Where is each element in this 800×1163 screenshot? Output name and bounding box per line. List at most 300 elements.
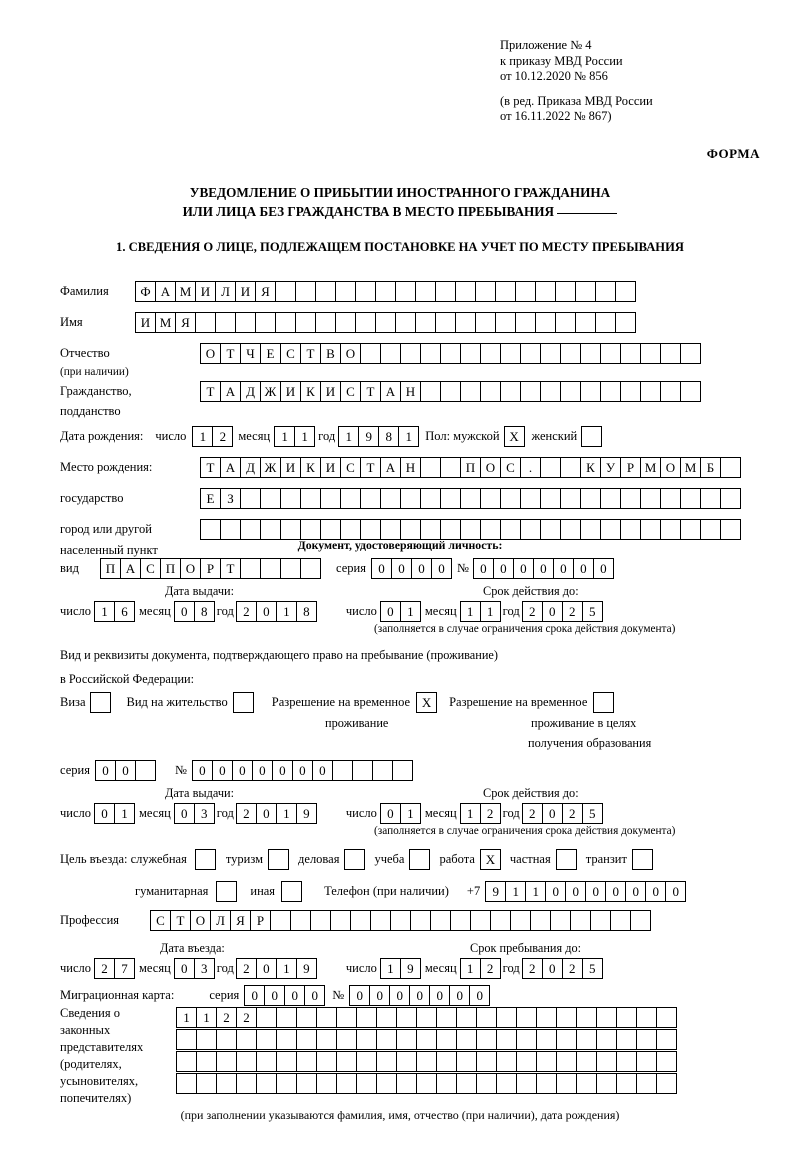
form-cell[interactable] bbox=[376, 1051, 397, 1072]
form-cell[interactable] bbox=[470, 910, 491, 931]
form-cell[interactable] bbox=[320, 519, 341, 540]
form-cell[interactable] bbox=[620, 343, 641, 364]
form-cell[interactable]: 1 bbox=[176, 1007, 197, 1028]
form-cell[interactable]: Т bbox=[360, 457, 381, 478]
form-cell[interactable] bbox=[455, 281, 476, 302]
form-cell[interactable] bbox=[476, 1029, 497, 1050]
form-cell[interactable]: С bbox=[140, 558, 161, 579]
migration-series-input[interactable] bbox=[244, 985, 324, 1006]
form-cell[interactable] bbox=[370, 910, 391, 931]
form-cell[interactable] bbox=[420, 457, 441, 478]
form-cell[interactable]: К bbox=[300, 457, 321, 478]
purpose-study-checkbox[interactable] bbox=[409, 849, 430, 870]
form-cell[interactable]: 1 bbox=[196, 1007, 217, 1028]
form-cell[interactable] bbox=[560, 488, 581, 509]
form-cell[interactable]: Р bbox=[200, 558, 221, 579]
form-cell[interactable]: К bbox=[300, 381, 321, 402]
doc-issue-day-input[interactable] bbox=[94, 601, 134, 622]
form-cell[interactable]: 0 bbox=[371, 558, 392, 579]
form-cell[interactable]: 2 bbox=[212, 426, 233, 447]
form-cell[interactable] bbox=[256, 1073, 277, 1094]
form-cell[interactable]: Т bbox=[200, 381, 221, 402]
form-cell[interactable] bbox=[490, 910, 511, 931]
form-cell[interactable] bbox=[316, 1029, 337, 1050]
form-cell[interactable] bbox=[415, 312, 436, 333]
form-cell[interactable] bbox=[600, 381, 621, 402]
form-cell[interactable] bbox=[216, 1073, 237, 1094]
form-cell[interactable] bbox=[276, 1051, 297, 1072]
sex-male-checkbox[interactable]: Х bbox=[504, 426, 525, 447]
form-cell[interactable]: 0 bbox=[391, 558, 412, 579]
form-cell[interactable]: С bbox=[150, 910, 171, 931]
form-cell[interactable]: 0 bbox=[542, 601, 563, 622]
form-cell[interactable] bbox=[420, 381, 441, 402]
form-cell[interactable]: Ф bbox=[135, 281, 156, 302]
form-cell[interactable]: А bbox=[120, 558, 141, 579]
form-cell[interactable]: 2 bbox=[522, 958, 543, 979]
form-cell[interactable] bbox=[580, 519, 601, 540]
form-cell[interactable]: Т bbox=[360, 381, 381, 402]
form-cell[interactable] bbox=[236, 1073, 257, 1094]
form-cell[interactable] bbox=[580, 381, 601, 402]
form-cell[interactable]: С bbox=[340, 381, 361, 402]
form-cell[interactable]: Т bbox=[220, 558, 241, 579]
form-cell[interactable] bbox=[332, 760, 353, 781]
form-cell[interactable] bbox=[340, 488, 361, 509]
form-cell[interactable] bbox=[440, 519, 461, 540]
form-cell[interactable] bbox=[355, 281, 376, 302]
form-cell[interactable] bbox=[520, 519, 541, 540]
form-cell[interactable] bbox=[420, 343, 441, 364]
form-cell[interactable] bbox=[456, 1073, 477, 1094]
form-cell[interactable] bbox=[396, 1073, 417, 1094]
migration-number-input[interactable] bbox=[349, 985, 489, 1006]
form-cell[interactable] bbox=[656, 1051, 677, 1072]
form-cell[interactable] bbox=[536, 1007, 557, 1028]
form-cell[interactable] bbox=[300, 488, 321, 509]
form-cell[interactable]: Е bbox=[200, 488, 221, 509]
form-cell[interactable]: 9 bbox=[296, 803, 317, 824]
form-cell[interactable] bbox=[656, 1029, 677, 1050]
form-cell[interactable] bbox=[316, 1007, 337, 1028]
purpose-humanitarian-checkbox[interactable] bbox=[216, 881, 237, 902]
form-cell[interactable]: 0 bbox=[174, 601, 195, 622]
form-cell[interactable] bbox=[640, 519, 661, 540]
form-cell[interactable] bbox=[256, 1007, 277, 1028]
form-cell[interactable] bbox=[660, 519, 681, 540]
form-cell[interactable] bbox=[636, 1029, 657, 1050]
form-cell[interactable] bbox=[536, 1073, 557, 1094]
purpose-other-checkbox[interactable] bbox=[281, 881, 302, 902]
form-cell[interactable]: К bbox=[580, 457, 601, 478]
form-cell[interactable]: 1 bbox=[460, 601, 481, 622]
form-cell[interactable]: 1 bbox=[276, 601, 297, 622]
form-cell[interactable] bbox=[720, 457, 741, 478]
form-cell[interactable] bbox=[336, 1051, 357, 1072]
form-cell[interactable]: 0 bbox=[411, 558, 432, 579]
form-cell[interactable] bbox=[660, 488, 681, 509]
form-cell[interactable]: Б bbox=[700, 457, 721, 478]
form-cell[interactable] bbox=[416, 1007, 437, 1028]
form-cell[interactable]: 2 bbox=[236, 1007, 257, 1028]
form-cell[interactable]: Д bbox=[240, 381, 261, 402]
form-cell[interactable] bbox=[640, 381, 661, 402]
form-cell[interactable] bbox=[615, 281, 636, 302]
legal-rep-input-1[interactable] bbox=[176, 1007, 676, 1028]
residence-permit-checkbox[interactable] bbox=[233, 692, 254, 713]
form-cell[interactable] bbox=[540, 381, 561, 402]
form-cell[interactable] bbox=[400, 343, 421, 364]
form-cell[interactable] bbox=[360, 519, 381, 540]
form-cell[interactable]: 2 bbox=[562, 803, 583, 824]
stay-day-input[interactable] bbox=[380, 958, 420, 979]
form-cell[interactable]: 2 bbox=[522, 803, 543, 824]
form-cell[interactable] bbox=[430, 910, 451, 931]
form-cell[interactable] bbox=[395, 281, 416, 302]
form-cell[interactable] bbox=[600, 343, 621, 364]
form-cell[interactable] bbox=[680, 519, 701, 540]
form-cell[interactable] bbox=[596, 1007, 617, 1028]
form-cell[interactable]: В bbox=[320, 343, 341, 364]
legal-rep-input-3[interactable] bbox=[176, 1051, 676, 1072]
form-cell[interactable]: 1 bbox=[94, 601, 115, 622]
form-cell[interactable]: П bbox=[460, 457, 481, 478]
form-cell[interactable]: Ч bbox=[240, 343, 261, 364]
form-cell[interactable] bbox=[500, 381, 521, 402]
form-cell[interactable]: 0 bbox=[304, 985, 325, 1006]
form-cell[interactable] bbox=[475, 281, 496, 302]
form-cell[interactable]: М bbox=[680, 457, 701, 478]
form-cell[interactable] bbox=[556, 1073, 577, 1094]
form-cell[interactable]: 5 bbox=[582, 958, 603, 979]
form-cell[interactable] bbox=[255, 312, 276, 333]
form-cell[interactable] bbox=[595, 312, 616, 333]
form-cell[interactable] bbox=[535, 281, 556, 302]
form-cell[interactable] bbox=[340, 519, 361, 540]
form-cell[interactable] bbox=[276, 1073, 297, 1094]
form-cell[interactable]: Н bbox=[400, 457, 421, 478]
form-cell[interactable]: 0 bbox=[369, 985, 390, 1006]
form-cell[interactable] bbox=[376, 1029, 397, 1050]
form-cell[interactable]: 9 bbox=[485, 881, 506, 902]
form-cell[interactable] bbox=[280, 519, 301, 540]
doc-type-input[interactable] bbox=[100, 558, 320, 579]
entry-month-input[interactable] bbox=[174, 958, 214, 979]
form-cell[interactable]: 2 bbox=[236, 601, 257, 622]
form-cell[interactable]: 2 bbox=[94, 958, 115, 979]
birth-month-input[interactable] bbox=[274, 426, 314, 447]
form-cell[interactable] bbox=[260, 519, 281, 540]
permit-valid-year-input[interactable] bbox=[522, 803, 602, 824]
form-cell[interactable]: У bbox=[600, 457, 621, 478]
form-cell[interactable] bbox=[416, 1029, 437, 1050]
form-cell[interactable] bbox=[176, 1073, 197, 1094]
form-cell[interactable] bbox=[560, 519, 581, 540]
form-cell[interactable]: 0 bbox=[94, 803, 115, 824]
form-cell[interactable]: 0 bbox=[573, 558, 594, 579]
form-cell[interactable]: 0 bbox=[605, 881, 626, 902]
form-cell[interactable] bbox=[335, 312, 356, 333]
permit-series-input[interactable] bbox=[95, 760, 155, 781]
doc-valid-year-input[interactable] bbox=[522, 601, 602, 622]
form-cell[interactable] bbox=[596, 1029, 617, 1050]
form-cell[interactable]: О bbox=[190, 910, 211, 931]
form-cell[interactable]: 0 bbox=[513, 558, 534, 579]
form-cell[interactable]: 0 bbox=[593, 558, 614, 579]
form-cell[interactable]: 1 bbox=[400, 803, 421, 824]
form-cell[interactable] bbox=[520, 381, 541, 402]
form-cell[interactable] bbox=[456, 1029, 477, 1050]
form-cell[interactable] bbox=[276, 1029, 297, 1050]
form-cell[interactable] bbox=[576, 1007, 597, 1028]
birthplace-city-input[interactable] bbox=[200, 488, 740, 509]
form-cell[interactable]: 0 bbox=[533, 558, 554, 579]
form-cell[interactable] bbox=[236, 1051, 257, 1072]
form-cell[interactable] bbox=[570, 910, 591, 931]
form-cell[interactable] bbox=[296, 1029, 317, 1050]
form-cell[interactable] bbox=[720, 519, 741, 540]
form-cell[interactable] bbox=[360, 343, 381, 364]
form-cell[interactable] bbox=[236, 1029, 257, 1050]
form-cell[interactable]: Р bbox=[620, 457, 641, 478]
form-cell[interactable] bbox=[636, 1051, 657, 1072]
form-cell[interactable]: 0 bbox=[256, 803, 277, 824]
form-cell[interactable]: 2 bbox=[236, 803, 257, 824]
form-cell[interactable]: 1 bbox=[460, 803, 481, 824]
form-cell[interactable] bbox=[196, 1051, 217, 1072]
purpose-work-checkbox[interactable]: Х bbox=[480, 849, 501, 870]
form-cell[interactable] bbox=[296, 1073, 317, 1094]
form-cell[interactable] bbox=[240, 519, 261, 540]
form-cell[interactable] bbox=[420, 519, 441, 540]
form-cell[interactable] bbox=[396, 1029, 417, 1050]
form-cell[interactable] bbox=[276, 1007, 297, 1028]
doc-issue-month-input[interactable] bbox=[174, 601, 214, 622]
form-cell[interactable]: Ж bbox=[260, 381, 281, 402]
form-cell[interactable] bbox=[216, 1029, 237, 1050]
form-cell[interactable] bbox=[480, 343, 501, 364]
form-cell[interactable] bbox=[560, 343, 581, 364]
form-cell[interactable]: Т bbox=[200, 457, 221, 478]
form-cell[interactable] bbox=[580, 343, 601, 364]
purpose-service-checkbox[interactable] bbox=[195, 849, 216, 870]
form-cell[interactable] bbox=[336, 1029, 357, 1050]
citizenship-input[interactable] bbox=[200, 381, 700, 402]
form-cell[interactable]: 0 bbox=[292, 760, 313, 781]
form-cell[interactable] bbox=[360, 488, 381, 509]
surname-input[interactable] bbox=[135, 281, 635, 302]
permit-valid-month-input[interactable] bbox=[460, 803, 500, 824]
form-cell[interactable]: Д bbox=[240, 457, 261, 478]
form-cell[interactable]: 7 bbox=[114, 958, 135, 979]
form-cell[interactable]: И bbox=[280, 381, 301, 402]
birth-year-input[interactable] bbox=[338, 426, 418, 447]
form-cell[interactable] bbox=[460, 519, 481, 540]
form-cell[interactable]: З bbox=[220, 488, 241, 509]
form-cell[interactable] bbox=[616, 1073, 637, 1094]
form-cell[interactable] bbox=[495, 312, 516, 333]
legal-rep-input-2[interactable] bbox=[176, 1029, 676, 1050]
form-cell[interactable] bbox=[536, 1029, 557, 1050]
form-cell[interactable] bbox=[440, 488, 461, 509]
form-cell[interactable] bbox=[300, 519, 321, 540]
form-cell[interactable]: 0 bbox=[256, 601, 277, 622]
doc-valid-day-input[interactable] bbox=[380, 601, 420, 622]
form-cell[interactable] bbox=[476, 1007, 497, 1028]
form-cell[interactable]: 0 bbox=[256, 958, 277, 979]
form-cell[interactable] bbox=[395, 312, 416, 333]
form-cell[interactable] bbox=[195, 312, 216, 333]
form-cell[interactable]: А bbox=[155, 281, 176, 302]
form-cell[interactable] bbox=[196, 1073, 217, 1094]
form-cell[interactable] bbox=[660, 343, 681, 364]
form-cell[interactable] bbox=[135, 760, 156, 781]
form-cell[interactable]: 0 bbox=[645, 881, 666, 902]
form-cell[interactable]: И bbox=[195, 281, 216, 302]
form-cell[interactable] bbox=[476, 1073, 497, 1094]
form-cell[interactable] bbox=[240, 558, 261, 579]
form-cell[interactable] bbox=[595, 281, 616, 302]
form-cell[interactable] bbox=[616, 1007, 637, 1028]
form-cell[interactable]: 0 bbox=[192, 760, 213, 781]
form-cell[interactable] bbox=[176, 1029, 197, 1050]
edu-residence-checkbox[interactable] bbox=[593, 692, 614, 713]
form-cell[interactable] bbox=[380, 488, 401, 509]
doc-series-input[interactable] bbox=[371, 558, 451, 579]
form-cell[interactable] bbox=[435, 281, 456, 302]
form-cell[interactable]: 0 bbox=[264, 985, 285, 1006]
form-cell[interactable] bbox=[295, 281, 316, 302]
form-cell[interactable] bbox=[256, 1051, 277, 1072]
form-cell[interactable] bbox=[576, 1029, 597, 1050]
form-cell[interactable] bbox=[240, 488, 261, 509]
form-cell[interactable] bbox=[600, 519, 621, 540]
form-cell[interactable]: 0 bbox=[389, 985, 410, 1006]
form-cell[interactable] bbox=[460, 381, 481, 402]
form-cell[interactable] bbox=[375, 281, 396, 302]
form-cell[interactable]: 1 bbox=[294, 426, 315, 447]
form-cell[interactable]: Т bbox=[170, 910, 191, 931]
form-cell[interactable] bbox=[296, 1051, 317, 1072]
form-cell[interactable]: 9 bbox=[296, 958, 317, 979]
form-cell[interactable] bbox=[556, 1007, 577, 1028]
form-cell[interactable] bbox=[436, 1073, 457, 1094]
form-cell[interactable] bbox=[460, 488, 481, 509]
form-cell[interactable] bbox=[450, 910, 471, 931]
form-cell[interactable] bbox=[275, 312, 296, 333]
form-cell[interactable] bbox=[396, 1007, 417, 1028]
form-cell[interactable] bbox=[555, 312, 576, 333]
temp-residence-checkbox[interactable]: Х bbox=[416, 692, 437, 713]
form-cell[interactable]: 1 bbox=[398, 426, 419, 447]
form-cell[interactable] bbox=[440, 457, 461, 478]
form-cell[interactable] bbox=[420, 488, 441, 509]
form-cell[interactable] bbox=[516, 1007, 537, 1028]
form-cell[interactable] bbox=[496, 1073, 517, 1094]
form-cell[interactable] bbox=[560, 457, 581, 478]
form-cell[interactable] bbox=[680, 381, 701, 402]
form-cell[interactable] bbox=[316, 1073, 337, 1094]
form-cell[interactable]: 1 bbox=[525, 881, 546, 902]
form-cell[interactable] bbox=[392, 760, 413, 781]
form-cell[interactable]: 1 bbox=[380, 958, 401, 979]
permit-valid-day-input[interactable] bbox=[380, 803, 420, 824]
doc-valid-month-input[interactable] bbox=[460, 601, 500, 622]
form-cell[interactable] bbox=[256, 1029, 277, 1050]
form-cell[interactable] bbox=[596, 1051, 617, 1072]
form-cell[interactable] bbox=[400, 488, 421, 509]
form-cell[interactable] bbox=[575, 281, 596, 302]
form-cell[interactable] bbox=[556, 1029, 577, 1050]
form-cell[interactable]: 0 bbox=[174, 803, 195, 824]
form-cell[interactable]: 0 bbox=[493, 558, 514, 579]
birthplace-city-input-2[interactable] bbox=[200, 519, 740, 540]
form-cell[interactable] bbox=[475, 312, 496, 333]
form-cell[interactable]: 3 bbox=[194, 803, 215, 824]
form-cell[interactable]: О bbox=[660, 457, 681, 478]
form-cell[interactable] bbox=[270, 910, 291, 931]
form-cell[interactable] bbox=[500, 488, 521, 509]
form-cell[interactable]: 1 bbox=[505, 881, 526, 902]
name-input[interactable] bbox=[135, 312, 635, 333]
form-cell[interactable]: М bbox=[155, 312, 176, 333]
form-cell[interactable]: 2 bbox=[480, 958, 501, 979]
form-cell[interactable]: А bbox=[220, 457, 241, 478]
form-cell[interactable]: 1 bbox=[276, 803, 297, 824]
form-cell[interactable]: С bbox=[500, 457, 521, 478]
form-cell[interactable] bbox=[520, 343, 541, 364]
form-cell[interactable]: 6 bbox=[114, 601, 135, 622]
form-cell[interactable] bbox=[390, 910, 411, 931]
form-cell[interactable] bbox=[616, 1029, 637, 1050]
form-cell[interactable]: 1 bbox=[114, 803, 135, 824]
form-cell[interactable]: 2 bbox=[562, 958, 583, 979]
form-cell[interactable] bbox=[416, 1051, 437, 1072]
form-cell[interactable] bbox=[316, 1051, 337, 1072]
form-cell[interactable]: О bbox=[480, 457, 501, 478]
form-cell[interactable] bbox=[315, 312, 336, 333]
form-cell[interactable] bbox=[530, 910, 551, 931]
form-cell[interactable]: И bbox=[320, 381, 341, 402]
form-cell[interactable] bbox=[616, 1051, 637, 1072]
form-cell[interactable]: . bbox=[520, 457, 541, 478]
form-cell[interactable] bbox=[600, 488, 621, 509]
form-cell[interactable]: О bbox=[180, 558, 201, 579]
form-cell[interactable] bbox=[615, 312, 636, 333]
form-cell[interactable] bbox=[700, 488, 721, 509]
stay-year-input[interactable] bbox=[522, 958, 602, 979]
form-cell[interactable]: Ж bbox=[260, 457, 281, 478]
form-cell[interactable] bbox=[330, 910, 351, 931]
purpose-tourism-checkbox[interactable] bbox=[268, 849, 289, 870]
form-cell[interactable]: И bbox=[235, 281, 256, 302]
form-cell[interactable]: 0 bbox=[212, 760, 233, 781]
form-cell[interactable] bbox=[620, 488, 641, 509]
form-cell[interactable]: 0 bbox=[409, 985, 430, 1006]
form-cell[interactable] bbox=[356, 1029, 377, 1050]
form-cell[interactable] bbox=[280, 488, 301, 509]
form-cell[interactable] bbox=[496, 1051, 517, 1072]
form-cell[interactable]: 0 bbox=[115, 760, 136, 781]
form-cell[interactable]: 9 bbox=[400, 958, 421, 979]
form-cell[interactable] bbox=[540, 519, 561, 540]
form-cell[interactable] bbox=[536, 1051, 557, 1072]
form-cell[interactable]: А bbox=[380, 381, 401, 402]
phone-input[interactable] bbox=[485, 881, 685, 902]
doc-number-input[interactable] bbox=[473, 558, 613, 579]
form-cell[interactable] bbox=[510, 910, 531, 931]
form-cell[interactable] bbox=[320, 488, 341, 509]
